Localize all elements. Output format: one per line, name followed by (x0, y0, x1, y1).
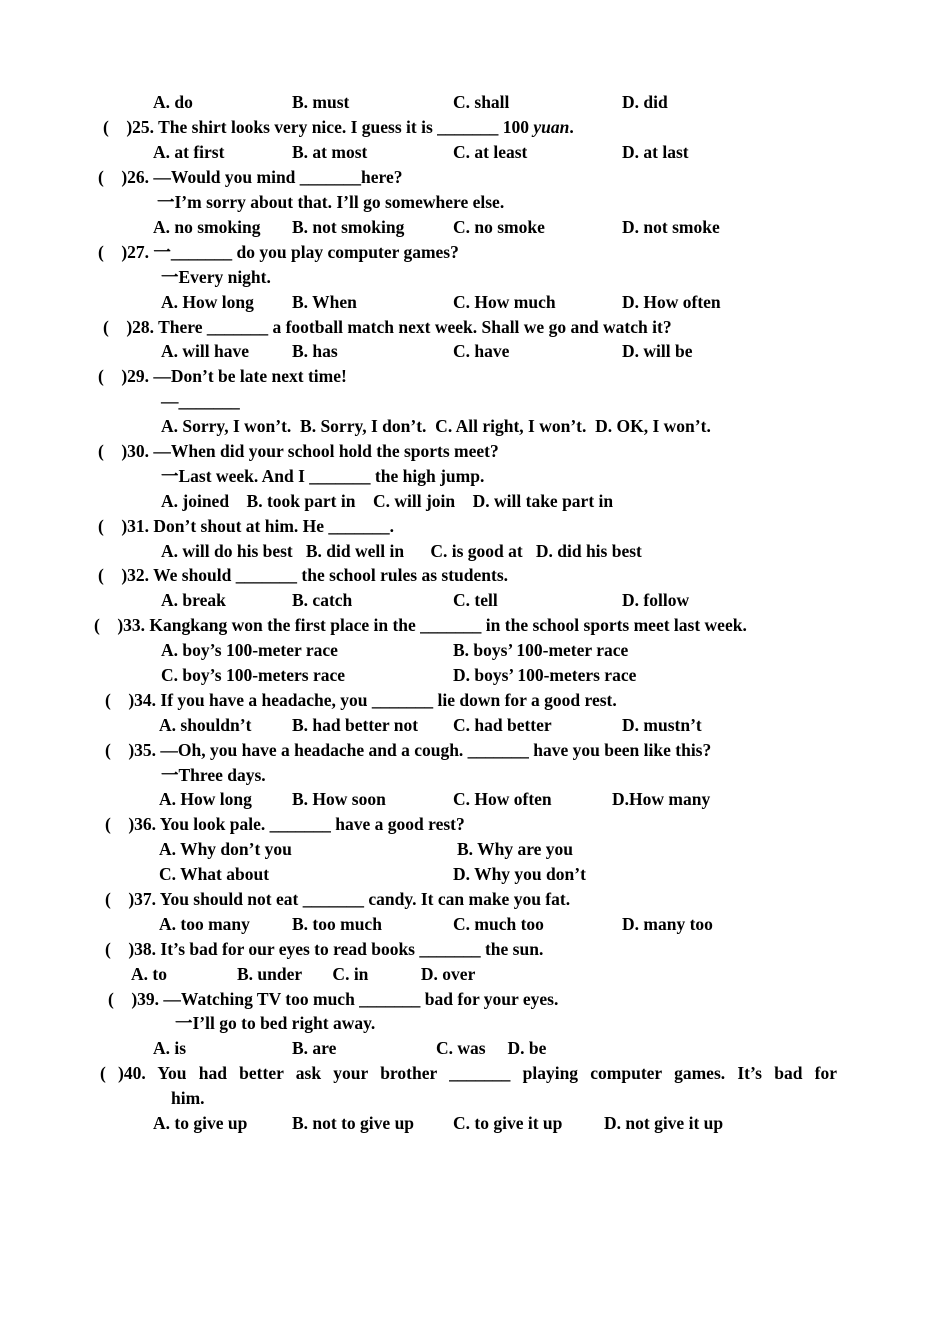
option-d: D. mustn’t (622, 715, 702, 735)
dialogue-reply: 一I’ll go to bed right away. (175, 1013, 376, 1033)
question-28: ( )28. There _______ a football match next week. Shall we go and watch it? (103, 317, 672, 337)
option-a: A. no smoking (153, 217, 261, 237)
question-37: ( )37. You should not eat _______ candy. It can make you fat. (105, 889, 571, 909)
question-27: ( )27. 一_______ do you play computer games? (98, 242, 459, 262)
option-c: C. at least (453, 142, 528, 162)
options-line: A. will do his best B. did well in C. is good at D. did his best (161, 541, 642, 561)
question-33: ( )33. Kangkang won the first place in the _______ in the school sports meet last week. (94, 615, 747, 635)
option-b: B. Why are you (457, 839, 574, 859)
option-d: D. Why you don’t (453, 864, 586, 884)
option-c: C. How much (453, 292, 556, 312)
option-d: D. at last (622, 142, 689, 162)
option-a: A. is (153, 1038, 187, 1058)
option-d: D. did (622, 92, 668, 112)
option-b: B. not to give up (292, 1113, 415, 1133)
option-b: B. catch (292, 590, 353, 610)
option-b: B. boys’ 100-meter race (453, 640, 629, 660)
dialogue-reply: 一Last week. And I _______ the high jump. (161, 466, 485, 486)
option-a: A. break (161, 590, 226, 610)
option-a: A. at first (153, 142, 225, 162)
option-b: B. had better not (292, 715, 419, 735)
question-38: ( )38. It’s bad for our eyes to read books _______ the sun. (105, 939, 544, 959)
question-29: ( )29. —Don’t be late next time! (98, 366, 347, 386)
option-b: B. too much (292, 914, 382, 934)
option-a: A. will have (161, 341, 249, 361)
option-a: A. Why don’t you (159, 839, 292, 859)
question-40-continued: him. (171, 1088, 205, 1108)
option-a: A. to give up (153, 1113, 248, 1133)
options-line: A. to B. under C. in D. over (131, 964, 476, 984)
option-c: C. have (453, 341, 510, 361)
question-39: ( )39. —Watching TV too much _______ bad for your eyes. (108, 989, 559, 1009)
option-d: D. not smoke (622, 217, 720, 237)
dialogue-reply: 一Every night. (161, 267, 271, 287)
option-b: B. How soon (292, 789, 386, 809)
option-d: D. will be (622, 341, 693, 361)
option-d: D. follow (622, 590, 690, 610)
question-text-end: . (569, 117, 574, 137)
option-b: B. When (292, 292, 357, 312)
option-b: B. are (292, 1038, 337, 1058)
option-c: C. to give it up (453, 1113, 563, 1133)
italic-word: yuan (533, 117, 570, 137)
option-c: C. much too (453, 914, 544, 934)
question-34: ( )34. If you have a headache, you _______ lie down for a good rest. (105, 690, 617, 710)
option-a: A. boy’s 100-meter race (161, 640, 338, 660)
question-35: ( )35. —Oh, you have a headache and a cough. _______ have you been like this? (105, 740, 712, 760)
option-c: C. no smoke (453, 217, 545, 237)
dialogue-reply: 一I’m sorry about that. I’ll go somewhere else. (157, 192, 505, 212)
answer-blank: —_______ (161, 391, 240, 411)
option-a: A. too many (159, 914, 250, 934)
option-c: C. had better (453, 715, 552, 735)
question-26: ( )26. —Would you mind _______here? (98, 167, 403, 187)
option-c: C. tell (453, 590, 498, 610)
option-d: D. How often (622, 292, 721, 312)
option-b: B. at most (292, 142, 368, 162)
options-line: A. Sorry, I won’t. B. Sorry, I don’t. C. All right, I won’t. D. OK, I won’t. (161, 416, 711, 436)
options-line: A. joined B. took part in C. will join D. will take part in (161, 491, 614, 511)
option-a: A. shouldn’t (159, 715, 252, 735)
option-d: D.How many (612, 789, 711, 809)
question-25 (103, 116, 574, 138)
dialogue-reply: 一Three days. (161, 765, 266, 785)
option-b: B. must (292, 92, 350, 112)
option-d: D. many too (622, 914, 713, 934)
question-30: ( )30. —When did your school hold the sports meet? (98, 441, 499, 461)
option-d: D. boys’ 100-meters race (453, 665, 637, 685)
option-c: C. What about (159, 864, 270, 884)
option-d: D. not give it up (604, 1113, 724, 1133)
question-40: ( )40. You had better ask your brother _______ playing computer games. It’s bad for (100, 1063, 837, 1083)
question-36: ( )36. You look pale. _______ have a good rest? (105, 814, 465, 834)
option-a: A. do (153, 92, 193, 112)
question-31: ( )31. Don’t shout at him. He _______. (98, 516, 395, 536)
option-a: A. How long (159, 789, 252, 809)
option-c: C. boy’s 100-meters race (161, 665, 346, 685)
option-c-d: C. was D. be (436, 1038, 547, 1058)
option-c: C. shall (453, 92, 510, 112)
option-c: C. How often (453, 789, 552, 809)
option-b: B. has (292, 341, 338, 361)
option-b: B. not smoking (292, 217, 405, 237)
question-text: ( )25. The shirt looks very nice. I guess it is _______ 100 (103, 117, 534, 137)
question-32: ( )32. We should _______ the school rules as students. (98, 565, 509, 585)
option-a: A. How long (161, 292, 254, 312)
